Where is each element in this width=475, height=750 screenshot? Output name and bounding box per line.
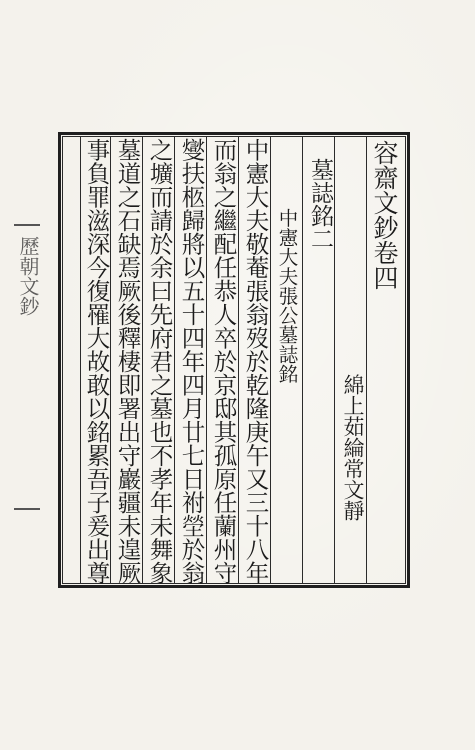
column-rule xyxy=(302,136,303,584)
body-line-3: 燮扶柩歸將以五十四年四月廿七日祔塋於翁 xyxy=(177,138,206,585)
column-rule xyxy=(142,136,143,584)
column-rule xyxy=(238,136,239,584)
body-line-5: 墓道之石缺焉厥後釋棲即署出守巖疆未遑厥 xyxy=(113,138,142,585)
body-line-4: 之壙而請於余曰先府君之墓也不孝年未舞象 xyxy=(145,138,174,585)
book-title: 容齋文鈔卷四 xyxy=(370,140,399,290)
column-rule xyxy=(206,136,207,584)
body-line-1: 中憲大夫敬菴張翁歿於乾隆庚午又三十八年 xyxy=(241,138,270,585)
column-rule xyxy=(80,136,81,584)
column-rule xyxy=(366,136,367,584)
essay-title: 中憲大夫張公墓誌銘 xyxy=(275,208,299,384)
gutter-label: 歷朝文鈔 xyxy=(16,236,40,316)
author-credit: 綿上茹綸常文靜 xyxy=(341,374,365,521)
gutter-mark-bottom xyxy=(14,508,40,510)
column-rule xyxy=(334,136,335,584)
gutter-mark-top xyxy=(14,224,40,226)
body-line-2: 而翁之繼配任恭人卒於京邸其孤原任蘭州守 xyxy=(209,138,238,585)
section-heading: 墓誌銘二 xyxy=(307,158,333,250)
column-rule xyxy=(174,136,175,584)
column-rule xyxy=(270,136,271,584)
body-line-6: 事負罪滋深今復罹大故敢以銘累吾子爰出尊 xyxy=(82,138,111,585)
